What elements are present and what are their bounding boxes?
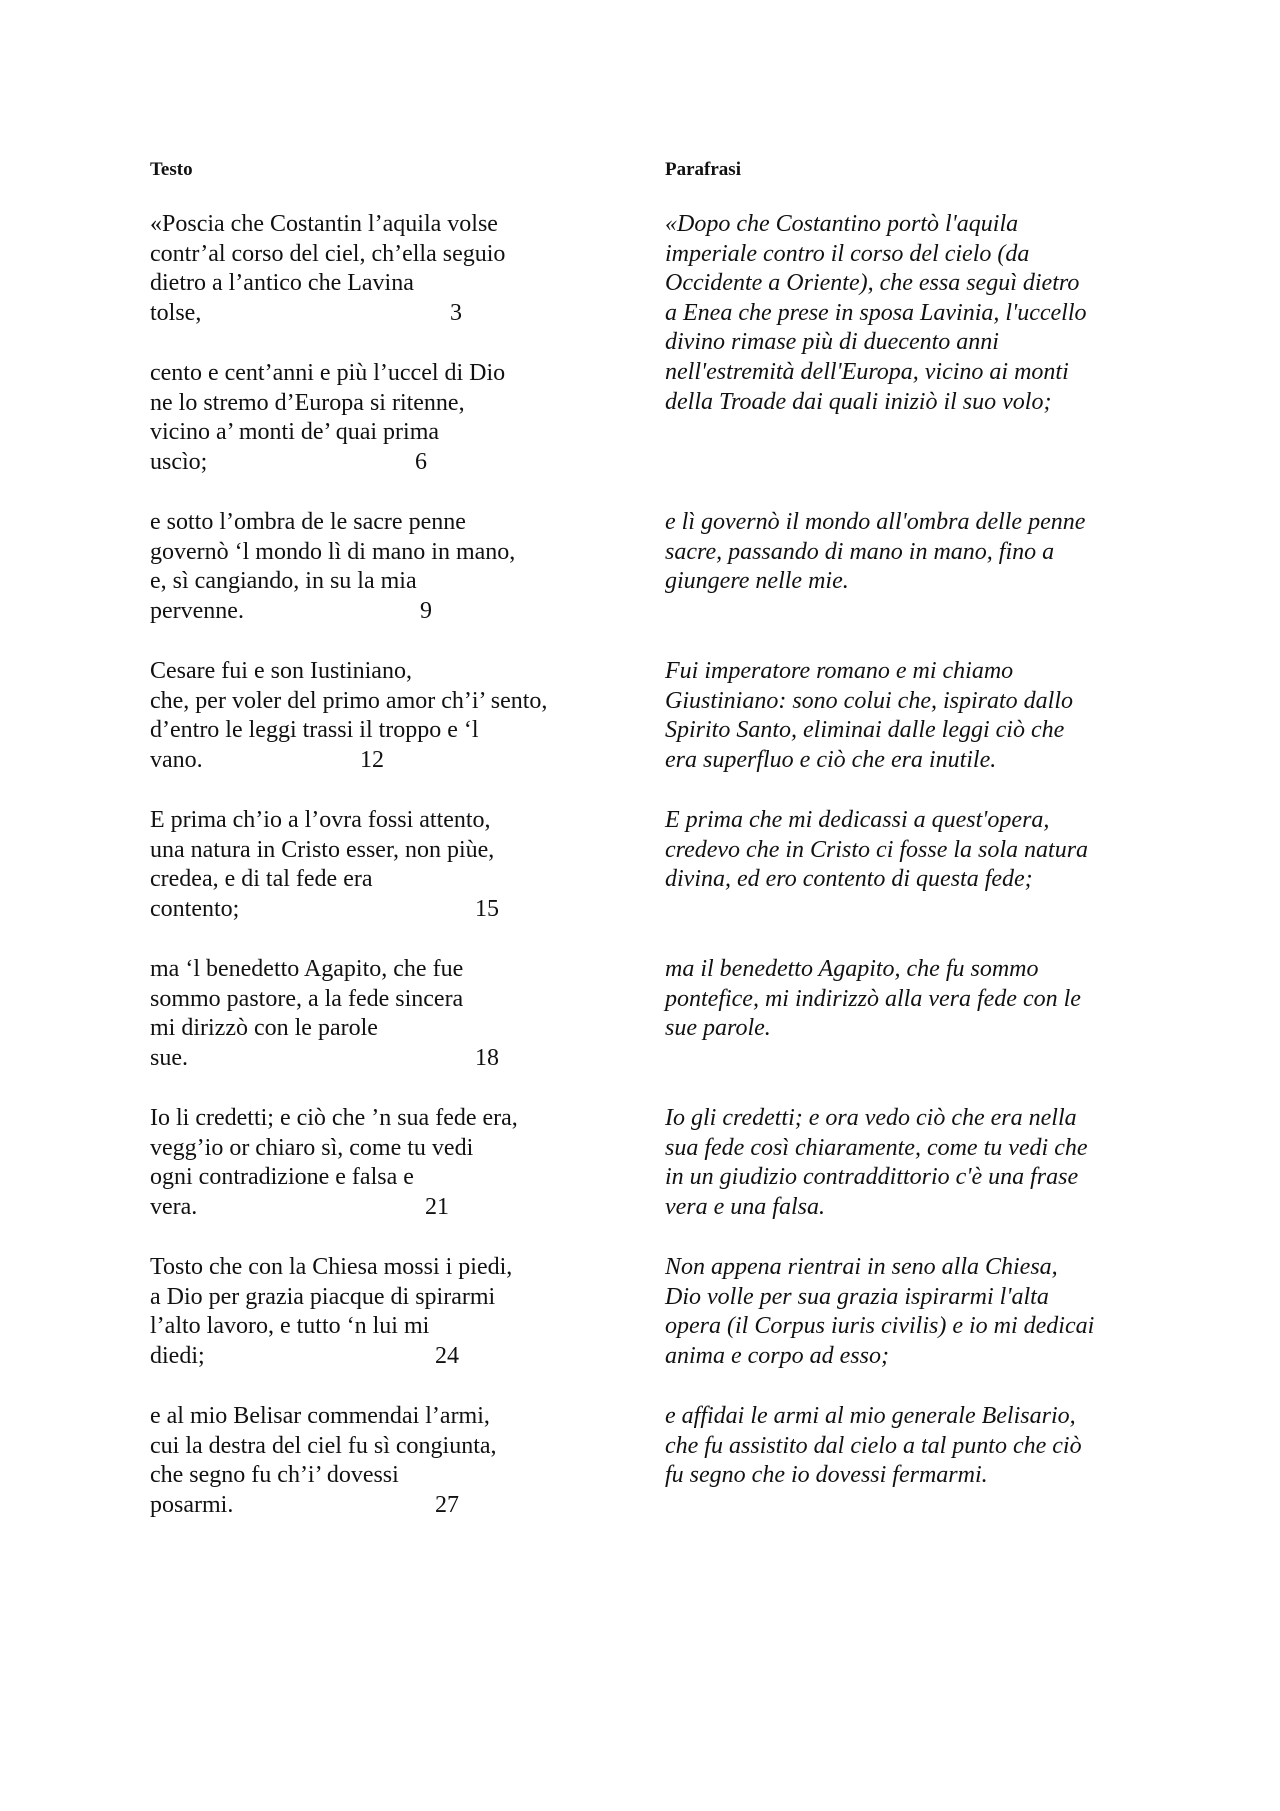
paraphrase-line: che fu assistito dal cielo a tal punto che ciò: [665, 1432, 1082, 1459]
paraphrase-line: divino rimase più di duecento anni: [665, 329, 999, 356]
paraphrase-block: [665, 955, 1145, 1044]
verse-line-last: [150, 299, 505, 329]
verse-number: 15: [475, 895, 499, 922]
heading-parafrasi: Parafrasi: [665, 159, 741, 180]
verse-line-last: [150, 1044, 499, 1074]
verse-last-word: contento;: [150, 895, 240, 922]
tercet: [150, 210, 505, 328]
verse-line: Tosto che con la Chiesa mossi i piedi,: [150, 1254, 513, 1280]
paraphrase-line: vera e una falsa.: [665, 1193, 825, 1220]
paraphrase-line: Dio volle per sua grazia ispirarmi l'alta: [665, 1283, 1049, 1310]
paraphrase-line: credevo che in Cristo ci fosse la sola natura: [665, 836, 1089, 863]
verse-line: e al mio Belisar commendai l’armi,: [150, 1403, 490, 1429]
verse-line: ne lo stremo d’Europa si ritenne,: [150, 389, 465, 416]
verse-line: governò ‘l mondo lì di mano in mano,: [150, 538, 516, 565]
paraphrase-line: Io gli credetti; e ora vedo ciò che era nella: [665, 1105, 1077, 1131]
verse-line: d’entro le leggi trassi il troppo e ‘l: [150, 717, 479, 744]
paraphrase-block: [665, 806, 1145, 895]
verse-line: che, per voler del primo amor ch’i’ sento,: [150, 687, 548, 714]
paraphrase-line: e lì governò il mondo all'ombra delle penne: [665, 509, 1086, 535]
paraphrase-line: divina, ed ero contento di questa fede;: [665, 866, 1033, 893]
verse-number: 12: [360, 746, 384, 773]
verse-number: 27: [435, 1491, 459, 1518]
paraphrase-line: a Enea che prese in sposa Lavinia, l'uccello: [665, 299, 1087, 326]
verse-line: «Poscia che Costantin l’aquila volse: [150, 211, 498, 237]
paraphrase-block: [665, 1104, 1145, 1222]
paraphrase-line: Non appena rientrai in seno alla Chiesa,: [665, 1254, 1058, 1280]
verse-line: e sotto l’ombra de le sacre penne: [150, 509, 466, 535]
verse-line-last: [150, 895, 499, 925]
paraphrase-line: Fui imperatore romano e mi chiamo: [665, 658, 1014, 684]
verse-last-word: vano.: [150, 746, 203, 773]
tercet: [150, 955, 499, 1073]
verse-last-word: tolse,: [150, 299, 202, 326]
paraphrase-line: E prima che mi dedicassi a quest'opera,: [665, 807, 1050, 833]
tercet: [150, 508, 515, 626]
verse-number: 18: [475, 1044, 499, 1071]
verse-line: vicino a’ monti de’ quai prima: [150, 419, 440, 446]
tercet: [150, 657, 547, 775]
verse-line: a Dio per grazia piacque di spirarmi: [150, 1283, 496, 1310]
heading-testo: Testo: [150, 159, 193, 180]
tercet: [150, 806, 499, 924]
verse-line: una natura in Cristo esser, non piùe,: [150, 836, 495, 863]
verse-line: ogni contradizione e falsa e: [150, 1164, 414, 1191]
paraphrase-line: pontefice, mi indirizzò alla vera fede con le: [665, 985, 1081, 1012]
tercet: [150, 1104, 518, 1222]
verse-number: 21: [425, 1193, 449, 1220]
paraphrase-line: giungere nelle mie.: [665, 568, 849, 595]
paraphrase-block: [665, 508, 1145, 597]
paraphrase-block: [665, 657, 1145, 775]
verse-number: 6: [415, 448, 427, 475]
verse-line-last: [150, 597, 515, 627]
paraphrase-line: ma il benedetto Agapito, che fu sommo: [665, 956, 1039, 982]
paraphrase-line: fu segno che io dovessi fermarmi.: [665, 1462, 988, 1489]
verse-last-word: sue.: [150, 1044, 188, 1071]
verse-number: 9: [420, 597, 432, 624]
verse-line: sommo pastore, a la fede sincera: [150, 985, 464, 1012]
tercet: [150, 359, 505, 477]
paraphrase-line: in un giudizio contraddittorio c'è una frase: [665, 1164, 1079, 1191]
verse-line: cui la destra del ciel fu sì congiunta,: [150, 1432, 497, 1459]
verse-line: l’alto lavoro, e tutto ‘n lui mi: [150, 1313, 430, 1340]
paraphrase-line: opera (il Corpus iuris civilis) e io mi dedicai: [665, 1313, 1095, 1340]
verse-last-word: diedi;: [150, 1342, 205, 1369]
paraphrase-line: era superfluo e ciò che era inutile.: [665, 746, 997, 773]
verse-line: mi dirizzò con le parole: [150, 1015, 378, 1042]
verse-line: ma ‘l benedetto Agapito, che fue: [150, 956, 464, 982]
paraphrase-block: [665, 210, 1145, 417]
verse-line-last: [150, 1342, 512, 1372]
verse-number: 3: [450, 299, 462, 326]
paraphrase-line: nell'estremità dell'Europa, vicino ai monti: [665, 358, 1069, 385]
paraphrase-line: della Troade dai quali iniziò il suo volo;: [665, 388, 1052, 415]
verse-line-last: [150, 448, 505, 478]
paraphrase-line: sue parole.: [665, 1015, 771, 1042]
verse-line-last: [150, 1491, 497, 1521]
verse-number: 24: [435, 1342, 459, 1369]
paraphrase-line: anima e corpo ad esso;: [665, 1342, 889, 1369]
paraphrase-line: «Dopo che Costantino portò l'aquila: [665, 211, 1019, 237]
tercet: [150, 1402, 497, 1520]
verse-line-last: [150, 746, 547, 776]
verse-line: dietro a l’antico che Lavina: [150, 270, 414, 297]
verse-line: E prima ch’io a l’ovra fossi attento,: [150, 807, 491, 833]
verse-line: e, sì cangiando, in su la mia: [150, 568, 417, 595]
paraphrase-line: Giustiniano: sono colui che, ispirato dallo: [665, 687, 1073, 714]
verse-line: credea, e di tal fede era: [150, 866, 373, 893]
verse-line: vegg’io or chiaro sì, come tu vedi: [150, 1134, 474, 1161]
tercet: [150, 1253, 512, 1371]
verse-line: contr’al corso del ciel, ch’ella seguio: [150, 240, 506, 267]
paraphrase-block: [665, 1402, 1145, 1491]
paraphrase-block: [665, 1253, 1145, 1371]
verse-last-word: posarmi.: [150, 1491, 234, 1518]
paraphrase-line: sua fede così chiaramente, come tu vedi che: [665, 1134, 1088, 1161]
paraphrase-line: e affidai le armi al mio generale Belisario,: [665, 1403, 1076, 1429]
paraphrase-line: Spirito Santo, eliminai dalle leggi ciò che: [665, 717, 1065, 744]
paraphrase-line: Occidente a Oriente), che essa seguì dietro: [665, 270, 1080, 297]
verse-line: cento e cent’anni e più l’uccel di Dio: [150, 360, 506, 386]
verse-line: Cesare fui e son Iustiniano,: [150, 658, 412, 684]
verse-line-last: [150, 1193, 518, 1223]
verse-line: Io li credetti; e ciò che ’n sua fede era,: [150, 1105, 518, 1131]
paraphrase-line: imperiale contro il corso del cielo (da: [665, 240, 1030, 267]
verse-last-word: pervenne.: [150, 597, 244, 624]
verse-line: che segno fu ch’i’ dovessi: [150, 1462, 399, 1489]
verse-last-word: uscìo;: [150, 448, 208, 475]
paraphrase-line: sacre, passando di mano in mano, fino a: [665, 538, 1055, 565]
verse-last-word: vera.: [150, 1193, 198, 1220]
